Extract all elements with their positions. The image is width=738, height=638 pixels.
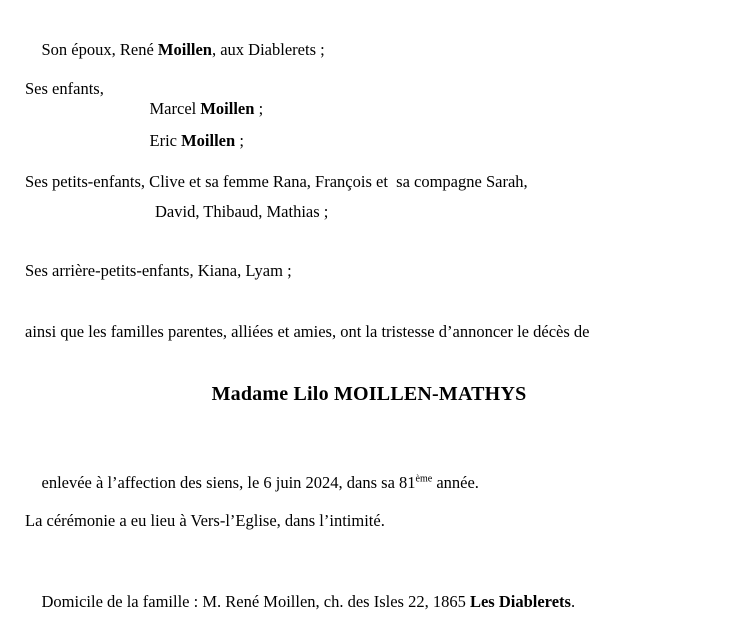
grandchildren-line-2: David, Thibaud, Mathias ;: [155, 202, 329, 221]
children-label: Ses enfants,: [25, 79, 104, 98]
child-2-surname: Moillen: [181, 131, 236, 150]
address-suffix: .: [570, 592, 576, 611]
families-line: ainsi que les familles parentes, alliées et amies, ont la tristesse d’annoncer le décès de: [25, 322, 590, 341]
child-1-firstname: Marcel: [149, 99, 201, 118]
great-grandchildren-line: Ses arrière-petits-enfants, Kiana, Lyam ;: [25, 261, 292, 280]
death-notice-superscript: ème: [415, 473, 433, 485]
ceremony-line: La cérémonie a eu lieu à Vers-l’Eglise, dans l’intimité.: [25, 511, 385, 530]
child-line-2: [133, 111, 244, 171]
grandchildren-line-1: Ses petits-enfants, Clive et sa femme Rana, François et sa compagne Sarah,: [25, 172, 528, 191]
child-2-suffix: ;: [235, 131, 244, 150]
child-1-surname: Moillen: [200, 99, 255, 118]
child-1-suffix: ;: [254, 99, 264, 118]
spouse-surname: Moillen: [157, 40, 212, 59]
spouse-suffix: , aux Diablerets ;: [211, 40, 325, 59]
child-2-firstname: Eric: [149, 131, 182, 150]
address-line: [25, 572, 575, 632]
death-notice-line: [25, 453, 479, 513]
address-locality: Les Diablerets: [469, 592, 571, 611]
death-notice-after: année.: [432, 473, 479, 492]
spouse-line: [25, 20, 325, 80]
spouse-prefix: Son époux, René: [41, 40, 158, 59]
deceased-name: Madame Lilo MOILLEN-MATHYS: [211, 383, 527, 405]
address-prefix: Domicile de la famille : M. René Moillen, ch. des Isles 22, 1865: [41, 592, 470, 611]
death-notice-before: enlevée à l’affection des siens, le 6 juin 2024, dans sa 81: [41, 473, 416, 492]
